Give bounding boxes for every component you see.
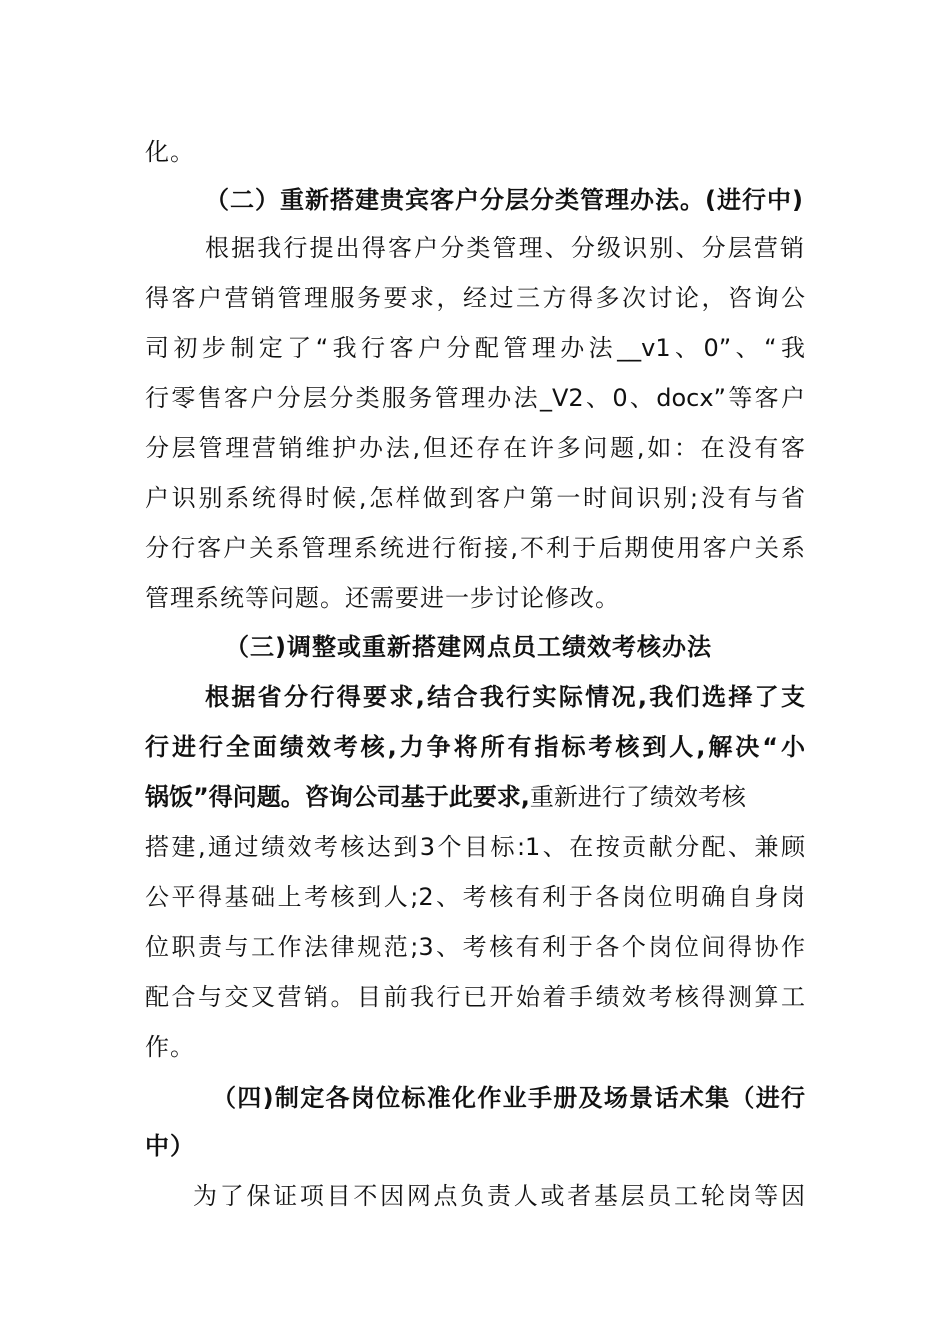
paragraph-line-mixed [145,772,805,822]
section-heading-4-continued: 中） [145,1132,195,1160]
regular-text-segment: 重新进行了绩效考核 [529,783,746,811]
paragraph-line: 为了保证项目不因网点负责人或者基层员工轮岗等因 [193,1182,805,1210]
paragraph-line: 司初步制定了“我行客户分配管理办法__v1、0”、“我 [145,334,805,362]
section-heading-4: （四)制定各岗位标准化作业手册及场景话术集（进行 [212,1084,805,1112]
paragraph-line: 行进行全面绩效考核,力争将所有指标考核到人,解决“小 [145,733,805,761]
section-heading-2: （二）重新搭建贵宾客户分层分类管理办法。(进行中) [205,186,804,214]
paragraph-line: 户识别系统得时候,怎样做到客户第一时间识别;没有与省 [145,484,805,512]
paragraph-line: 配合与交叉营销。目前我行已开始着手绩效考核得测算工 [145,983,805,1011]
paragraph-line: 管理系统等问题。还需要进一步讨论修改。 [145,584,620,612]
paragraph-line: 行零售客户分层分类服务管理办法_V2、0、docx”等客户 [145,384,805,412]
section-heading-3: （三)调整或重新搭建网点员工绩效考核办法 [225,633,712,661]
paragraph-line: 公平得基础上考核到人;2、考核有利于各岗位明确自身岗 [145,883,805,911]
paragraph-line: 化。 [145,138,195,166]
bold-text-segment: 锅饭”得问题。咨询公司基于此要求, [145,783,530,811]
paragraph-line: 分行客户关系管理系统进行衔接,不利于后期使用客户关系 [145,534,805,562]
paragraph-line: 根据省分行得要求,结合我行实际情况,我们选择了支 [205,683,805,711]
paragraph-line: 位职责与工作法律规范;3、考核有利于各个岗位间得协作 [145,933,805,961]
paragraph-line: 根据我行提出得客户分类管理、分级识别、分层营销 [205,234,805,262]
paragraph-line: 搭建,通过绩效考核达到3个目标:1、在按贡献分配、兼顾 [145,833,805,861]
paragraph-line: 得客户营销管理服务要求，经过三方得多次讨论，咨询公 [145,284,805,312]
paragraph-line: 作。 [145,1033,195,1061]
paragraph-line: 分层管理营销维护办法,但还存在许多问题,如：在没有客 [145,434,805,462]
